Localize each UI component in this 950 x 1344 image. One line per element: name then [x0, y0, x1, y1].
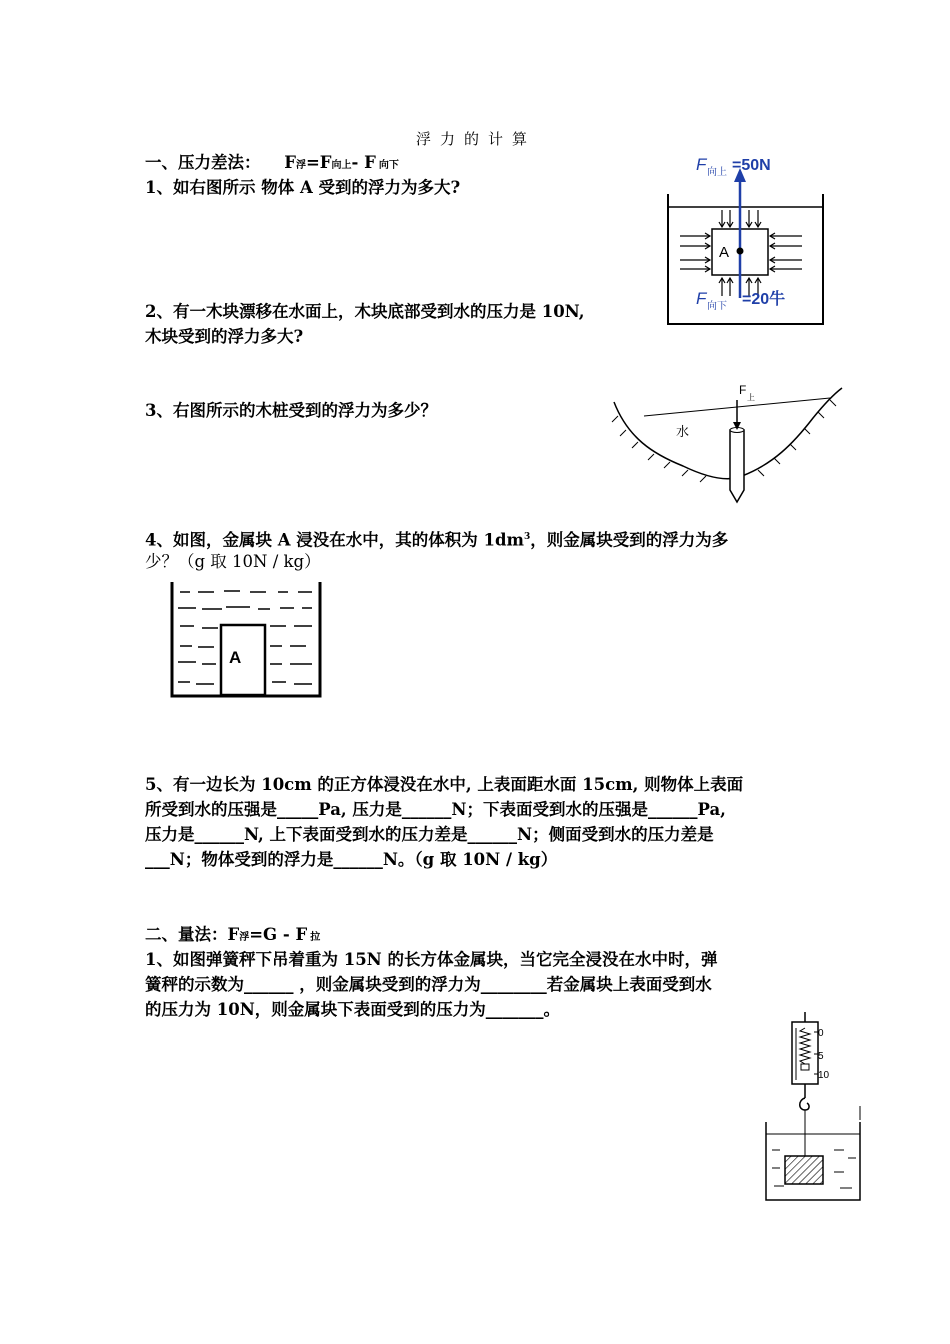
f-down-sub: 向下 — [707, 301, 727, 312]
question-3: 3、右图所示的木桩受到的浮力为多少？ — [145, 401, 437, 420]
scale-pointer — [801, 1064, 809, 1070]
figure-pressure-container — [660, 148, 830, 328]
f-top-sub: 上 — [747, 393, 755, 402]
f-down-value: =20牛 — [742, 291, 786, 308]
question-5-line4: ___N；物体受到的浮力是______N。（g 取 10N / kg） — [145, 850, 558, 869]
s1-formula-eq: =F — [305, 153, 332, 172]
section1-heading-text: 一、压力差法： — [145, 153, 261, 172]
block-a-label: A — [719, 244, 730, 261]
s2-question-1-line3: 的压力为 10N，则金属块下表面受到的压力为_______。 — [145, 1000, 561, 1019]
scale-mark-10: 10 — [818, 1070, 830, 1081]
wooden-stake — [730, 430, 744, 502]
water-label: 水 — [676, 424, 690, 439]
question-5-line2: 所受到水的压强是_____Pa, 压力是______N；下表面受到水的压强是______Pa, — [145, 800, 726, 819]
riverbed-hatching — [612, 400, 836, 482]
s1-formula-sub-up: 向上 — [331, 160, 352, 171]
f-up-value: =50N — [732, 157, 771, 174]
s1-formula-sub-down: 向下 — [378, 160, 399, 171]
riverbed-outline — [614, 388, 842, 479]
f-down-label: F — [696, 289, 707, 308]
s2-formula-sub-fu: 浮 — [239, 932, 250, 943]
metal-block-a — [221, 625, 265, 695]
question-4-line2: 少？（g 取 10N / kg） — [145, 552, 321, 571]
s1-formula-f: F — [284, 153, 296, 172]
question-5-line1: 5、有一边长为 10cm 的正方体浸没在水中, 上表面距水面 15cm, 则物体上表面 — [145, 775, 744, 794]
figure-metal-block-tank — [166, 578, 326, 700]
figure-spring-scale — [760, 1010, 868, 1206]
scale-hook — [800, 1098, 809, 1110]
page-title: 浮力的计算 — [416, 130, 537, 148]
f-top-label: F — [739, 383, 747, 397]
figure-wooden-stake — [608, 378, 848, 508]
left-pressure-arrows — [680, 233, 710, 272]
s2-question-1-line1: 1、如图弹簧秤下吊着重为 15N 的长方体金属块，当它完全浸没在水中时，弹 — [145, 950, 718, 969]
section2-heading-text: 二、量法： — [145, 925, 228, 944]
s2-formula-sub-la: 拉 — [310, 932, 321, 943]
s2-formula-mid: =G - F — [249, 925, 308, 944]
s1-formula-sub-fu: 浮 — [295, 160, 306, 171]
s2-formula-f: F — [227, 925, 240, 944]
f-up-sub: 向上 — [707, 167, 727, 178]
question-4-text-b: ，则金属块受到的浮力为多 — [530, 530, 729, 550]
block-center-dot — [737, 248, 744, 255]
question-5-line3: 压力是______N, 上下表面受到水的压力差是______N；侧面受到水的压力差是 — [145, 825, 714, 844]
s1-formula-minus: - F — [351, 153, 376, 172]
question-4-text-a: 4、如图，金属块 A 浸没在水中，其的体积为 1dm — [145, 530, 524, 550]
hatched-metal-block — [785, 1156, 823, 1184]
question-2-line1: 2、有一木块漂移在水面上，木块底部受到水的压力是 10N, — [145, 302, 585, 321]
right-pressure-arrows — [770, 233, 802, 272]
question-2-line2: 木块受到的浮力多大? — [145, 327, 304, 346]
s2-question-1-line2: 簧秤的示数为______ ，则金属块受到的浮力为________若金属块上表面受到水 — [145, 975, 712, 994]
question-4-sup: 3 — [524, 532, 531, 542]
question-1: 1、如右图所示 物体 A 受到的浮力为多大? — [145, 178, 461, 197]
f-up-label: F — [696, 155, 707, 174]
scale-mark-0: 0 — [818, 1028, 824, 1039]
scale-mark-5: 5 — [818, 1051, 824, 1062]
metal-block-label: A — [229, 648, 242, 667]
